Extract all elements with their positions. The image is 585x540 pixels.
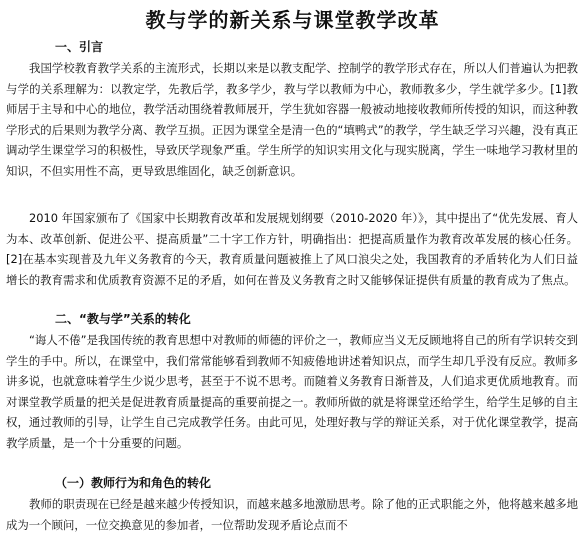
paragraph-introduction-2: 2010 年国家颁布了《国家中长期教育改革和发展规划纲要（2010-2020 年）》，其中提出了“优先发展、育人为本、改革创新、促进公平、提高质量”二十字工作方针，明确指出：把提高质量作为教育改革发展的核心任务。[2]在基本实现普及九年义务教育的今天，教育质量问题被推上了风口浪尖之处，我国教育的矛盾转化为人们日益增长的教育需求和优质教育资源不足的矛盾，如何在普及义务教育之时又能够保证提供有质量的教育成为了焦点。 — [6, 211, 578, 287]
section-heading-teaching-learning: 二、“教与学”关系的转化 — [55, 312, 191, 326]
section-heading-introduction: 一、引言 — [55, 40, 104, 54]
paragraph-teaching-learning-1: “诲人不倦”是我国传统的教育思想中对教师的师德的评价之一，教师应当义无反顾地将自己的所有学识转交到学生的手中。所以，在课堂中，我们常常能够看到教师不知疲倦地讲述着知识点，而学生却几乎没有反应。教师多讲多说，也就意味着学生少说少思考，甚至于不说不思考。而随着义务教育日渐普及，人们追求更优质地教育。而对课堂教学质量的把关是促进教育质量提高的重要前提之一。教师所做的就是将课堂还给学生，给学生足够的自主权，通过教师的引导，让学生自己完成教学任务。由此可见，处理好教与学的辩证关系，对于优化课堂教学，提高教学质量，是一个十分重要的问题。 — [6, 333, 578, 450]
document-title: 教与学的新关系与课堂教学改革 — [145, 8, 440, 32]
paragraph-introduction-1: 我国学校教育教学关系的主流形式，长期以来是以教支配学、控制学的教学形式存在，所以人们普遍认为把教与学的关系理解为：以教定学，先教后学，教多学少，教与学以教师为中心，教师教多少，学生就学多少。[1]教师居于主导和中心的地位，教学活动围绕着教师展开，学生犹如容器一般被动地接收教师所传授的知识，而这种教学形式的后果则为教学分离、教学互损。正因为课堂全是清一色的“填鸭式”的教学，学生缺乏学习兴趣，没有真正调动学生课堂学习的积极性，导致厌学现象严重。学生所学的知识实用文化与现实脱离，学生一味地学习教材里的知识，不但实用性不高，更导致思维固化，缺乏创新意识。 — [6, 61, 578, 178]
paragraph-teacher-role-1: 教师的职责现在已经是越来越少传授知识，而越来越多地激励思考。除了他的正式职能之外，他将越来越多地成为一个顾问，一位交换意见的参加者，一位帮助发现矛盾论点而不 — [6, 497, 578, 532]
subsection-heading-teacher-role: （一）教师行为和角色的转化 — [55, 476, 212, 490]
